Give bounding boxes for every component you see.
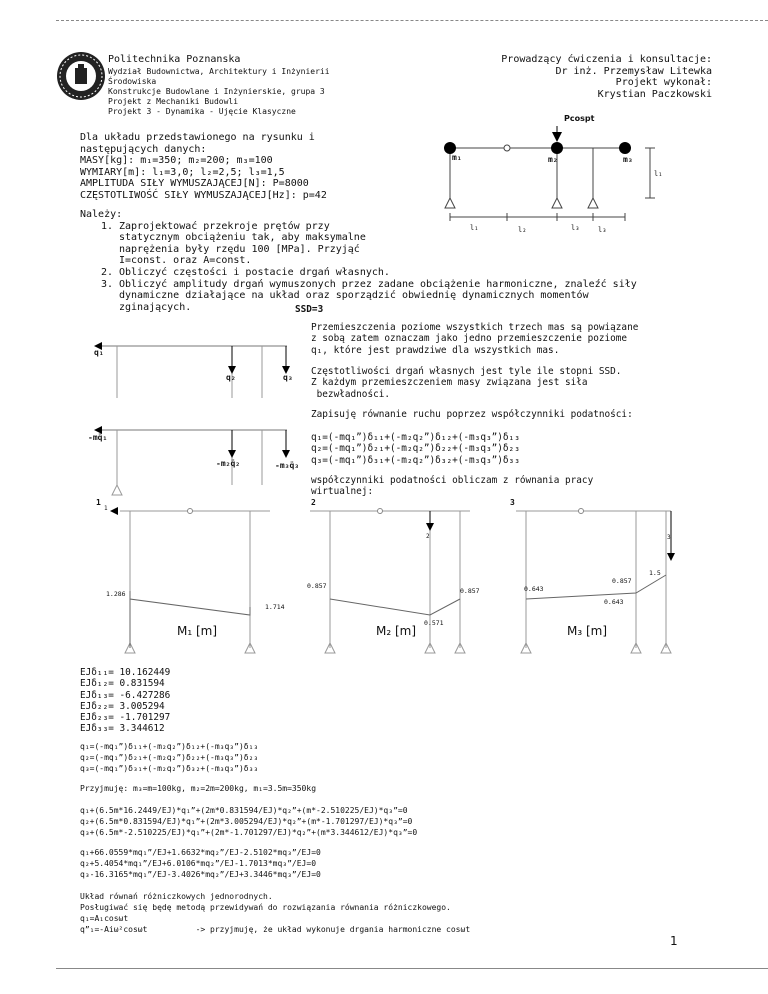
task-block [80, 132, 327, 202]
force-label: Pcospt [564, 114, 595, 123]
unit-load-3-small: 3 [667, 534, 671, 541]
text-line: współczynniki podatności obliczam z równania pracy [311, 475, 594, 486]
item-text: I=const. oraz A=const. [119, 255, 252, 267]
text-line: q”₁=-Aiω²cosωt -> przyjmuję, że układ wykonuje drgania harmoniczne cosωt [80, 925, 471, 934]
author-block [501, 54, 712, 100]
dim-label-l1: l₁ [470, 224, 479, 232]
item-text: naprężenia były rzędu 100 [MPa]. Przyjąć [119, 243, 360, 255]
header-rule [56, 20, 768, 21]
task-line: następujących danych: [80, 143, 207, 155]
coefficient-line: EJδ₂₂= 3.005294 [80, 700, 165, 712]
requirement-row [80, 279, 720, 291]
item-text: Zaprojektować przekroje prętów przy [119, 220, 330, 232]
equation-line: q₂+(6.5m*0.831594/EJ)*q₁”+(2m*3.005294/EJ)*q₂”+(m*-1.701297/EJ)*q₃”=0 [80, 817, 413, 826]
footer-rule [56, 968, 768, 969]
text-line: Posługiwać się będę metodą przewidywań do rozwiązania równania różniczkowego. [80, 903, 451, 912]
virtual-load-diagram-3 [506, 503, 686, 663]
mass-label-m3: m₃ [623, 155, 633, 164]
equation-line: q₃=(-mq₁”)δ₃₁+(-m₂q₂”)δ₃₂+(-m₃q₃”)δ₃₃ [80, 764, 259, 773]
dim-label-l2: l₂ [518, 226, 527, 234]
text-line: q₁=A₁cosωt [80, 914, 129, 923]
item-number [80, 290, 119, 302]
moment-title-m3: M₃ [m] [567, 624, 608, 638]
label-f3: -m₃q̈₃ [275, 461, 300, 470]
requirement-row [80, 302, 720, 314]
item-number [80, 302, 119, 314]
text-line: q₁, które jest prawdziwe dla wszystkich mas. [311, 344, 560, 356]
requirement-row [80, 244, 720, 256]
text-line: z sobą zatem oznaczam jako jedno przemieszczenie poziome [311, 333, 628, 345]
equation-line: q₁+(6.5m*16.2449/EJ)*q₁”+(2m*0.831594/EJ)*q₂”+(m*-2.510225/EJ)*q₃”=0 [80, 806, 408, 815]
unit-load-3: 3 [510, 498, 515, 507]
item-number: 1. [100, 220, 113, 232]
author-line: Projekt wykonał: [615, 77, 712, 89]
equation-line: q₁=(-mq₁”)δ₁₁+(-m₂q₂”)δ₁₂+(-m₃q₃”)δ₁₃ [80, 742, 259, 751]
equation-line: q₃-16.3165*mq₁”/EJ-3.4026*mq₂”/EJ+3.3446*mq₃”/EJ=0 [80, 870, 321, 879]
dim-label-l3b: l₃ [598, 226, 607, 234]
requirement-row [80, 267, 720, 279]
text-line: bezwładności. [311, 388, 391, 400]
final-block [80, 891, 470, 935]
author-line: Dr inż. Przemysław Litewka [555, 65, 712, 77]
item-text: Obliczyć amplitudy drgań wymuszonych przez zadane obciążenie harmoniczne, znaleźć siły [119, 278, 637, 290]
m2-value: 0.571 [424, 619, 444, 627]
item-text: dynamiczne działające na układ oraz sporządzić obwiednię dynamicznych momentów [119, 290, 589, 302]
faculty-line: Projekt 3 - Dynamika - Ujęcie Klasyczne [108, 107, 296, 116]
coefficients-block [80, 667, 170, 735]
author-line: Prowadzący ćwiczenia i konsultacje: [501, 54, 712, 65]
faculty-line: Projekt z Mechaniki Budowli [108, 97, 239, 106]
equation-line: q₁=(-mq₁”)δ₁₁+(-m₂q₂”)δ₁₂+(-m₃q₃”)δ₁₃ [311, 432, 520, 443]
label-f2: -m₂q̈₂ [216, 459, 241, 468]
m1-value: 1.714 [265, 603, 285, 611]
label-q2: q₂ [226, 373, 236, 382]
item-number [80, 244, 119, 256]
mass-label-m1: m₁ [452, 153, 462, 162]
moment-title-m2: M₂ [m] [376, 624, 417, 638]
task-line: CZĘSTOTLIWOŚĆ SIŁY WYMUSZAJĄCEJ[Hz]: p=42 [80, 189, 327, 201]
m3-value: 1.5 [649, 569, 661, 577]
coefficient-line: EJδ₁₃= -6.427286 [80, 689, 171, 701]
unit-load-2-small: 2 [426, 533, 430, 540]
coefficient-line: EJδ₁₁= 10.162449 [80, 667, 171, 678]
coefficient-line: EJδ₂₃= -1.701297 [80, 712, 171, 724]
task-line: AMPLITUDA SIŁY WYMUSZAJĄCEJ[N]: P=8000 [80, 178, 309, 190]
item-text: statycznym obciążeniu tak, aby maksymalne [119, 232, 366, 244]
university-name: Politechnika Poznanska [108, 54, 241, 65]
przyjmuje-line: Przyjmuję: m₃=m=100kg, m₂=2m=200kg, m₁=3.5m=350kg [80, 784, 317, 793]
m2-value: 0.857 [460, 587, 480, 595]
label-f1: -mq̈₁ [88, 433, 108, 442]
item-text: Obliczyć częstości i postacie drgań własnych. [119, 266, 390, 278]
coefficient-line: EJδ₃₃= 3.344612 [80, 723, 165, 735]
item-text: zginających. [119, 301, 192, 313]
m1-value: 1.286 [106, 590, 126, 598]
faculty-line: Środowiska [108, 77, 157, 86]
m3-value: 0.857 [612, 577, 632, 585]
nalezy-label: Należy: [80, 209, 123, 220]
eqs-block [311, 432, 520, 466]
przem-block [311, 322, 638, 356]
equations-2 [80, 741, 258, 774]
m3-value: 0.643 [604, 598, 624, 606]
task-line: MASY[kg]: m₁=350; m₂=200; m₃=100 [80, 155, 273, 167]
moment-title-m1: M₁ [m] [177, 624, 218, 638]
virtual-load-diagram-1 [100, 503, 280, 663]
faculty-line: Wydział Budownictwa, Architektury i Inżynierii [108, 67, 330, 76]
displacement-diagram [82, 336, 307, 406]
item-number [80, 232, 119, 244]
requirement-row [80, 255, 720, 267]
zapis-line: Zapisuję równanie ruchu poprzez współczynniki podatności: [311, 409, 633, 420]
inertia-diagram [82, 420, 307, 500]
text-line: Przemieszczenia poziome wszystkich trzech mas są powiązane [311, 322, 639, 333]
text-line: wirtualnej: [311, 486, 374, 498]
label-q3: q₃ [283, 373, 293, 382]
requirement-row [80, 290, 720, 302]
university-logo [56, 50, 106, 102]
text-line: Z każdym przemieszczeniem masy związana jest siła [311, 377, 588, 389]
structure-scheme [440, 110, 690, 240]
equation-line: q₃=(-mq₁”)δ₃₁+(-m₂q₂”)δ₃₂+(-m₃q₃”)δ₃₃ [311, 454, 520, 466]
page-number: 1 [670, 934, 678, 948]
unit-load-1: 1 [96, 498, 101, 507]
faculty-block [108, 67, 330, 117]
dim-label-l1-vertical: l₁ [654, 170, 663, 178]
dim-label-l3: l₃ [571, 224, 580, 232]
unit-load-1-small: 1 [104, 505, 108, 512]
item-number: 3. [100, 278, 113, 290]
equation-line: q₂=(-mq₁”)δ₂₁+(-m₂q₂”)δ₂₂+(-m₃q₃”)δ₂₃ [80, 753, 259, 762]
mass-label-m2: m₂ [548, 155, 558, 164]
unit-load-2: 2 [311, 498, 316, 507]
wsp-block [311, 475, 593, 498]
equation-line: q₂+5.4054*mq₁”/EJ+6.0106*mq₂”/EJ-1.7013*mq₃”/EJ=0 [80, 859, 317, 868]
m3-value: 0.643 [524, 585, 544, 593]
ssd-label: SSD=3 [295, 304, 324, 315]
label-q1: q₁ [94, 348, 104, 357]
task-line: WYMIARY[m]: l₁=3,0; l₂=2,5; l₃=1,5 [80, 166, 285, 178]
item-number: 2. [100, 266, 113, 278]
item-number [80, 255, 119, 267]
coefficient-line: EJδ₁₂= 0.831594 [80, 678, 165, 690]
czest-block [311, 366, 621, 400]
equations-3 [80, 805, 417, 838]
faculty-line: Konstrukcje Budowlane i Inżynierskie, grupa 3 [108, 87, 325, 96]
equation-line: q₁+66.0559*mq₁”/EJ+1.6632*mq₂”/EJ-2.5102*mq₃”/EJ=0 [80, 848, 321, 857]
equations-4 [80, 847, 321, 880]
text-line: Częstotliwości drgań własnych jest tyle ile stopni SSD. [311, 366, 622, 377]
equation-line: q₃+(6.5m*-2.510225/EJ)*q₁”+(2m*-1.701297/EJ)*q₂”+(m*3.344612/EJ)*q₃”=0 [80, 828, 418, 837]
author-line: Krystian Paczkowski [597, 88, 712, 100]
text-line: Układ równań różniczkowych jednorodnych. [80, 892, 273, 901]
virtual-load-diagram-2 [300, 503, 480, 663]
task-line: Dla układu przedstawionego na rysunku i [80, 132, 315, 143]
equation-line: q₂=(-mq₁”)δ₂₁+(-m₂q₂”)δ₂₂+(-m₃q₃”)δ₂₃ [311, 443, 520, 455]
m2-value: 0.857 [307, 582, 327, 590]
